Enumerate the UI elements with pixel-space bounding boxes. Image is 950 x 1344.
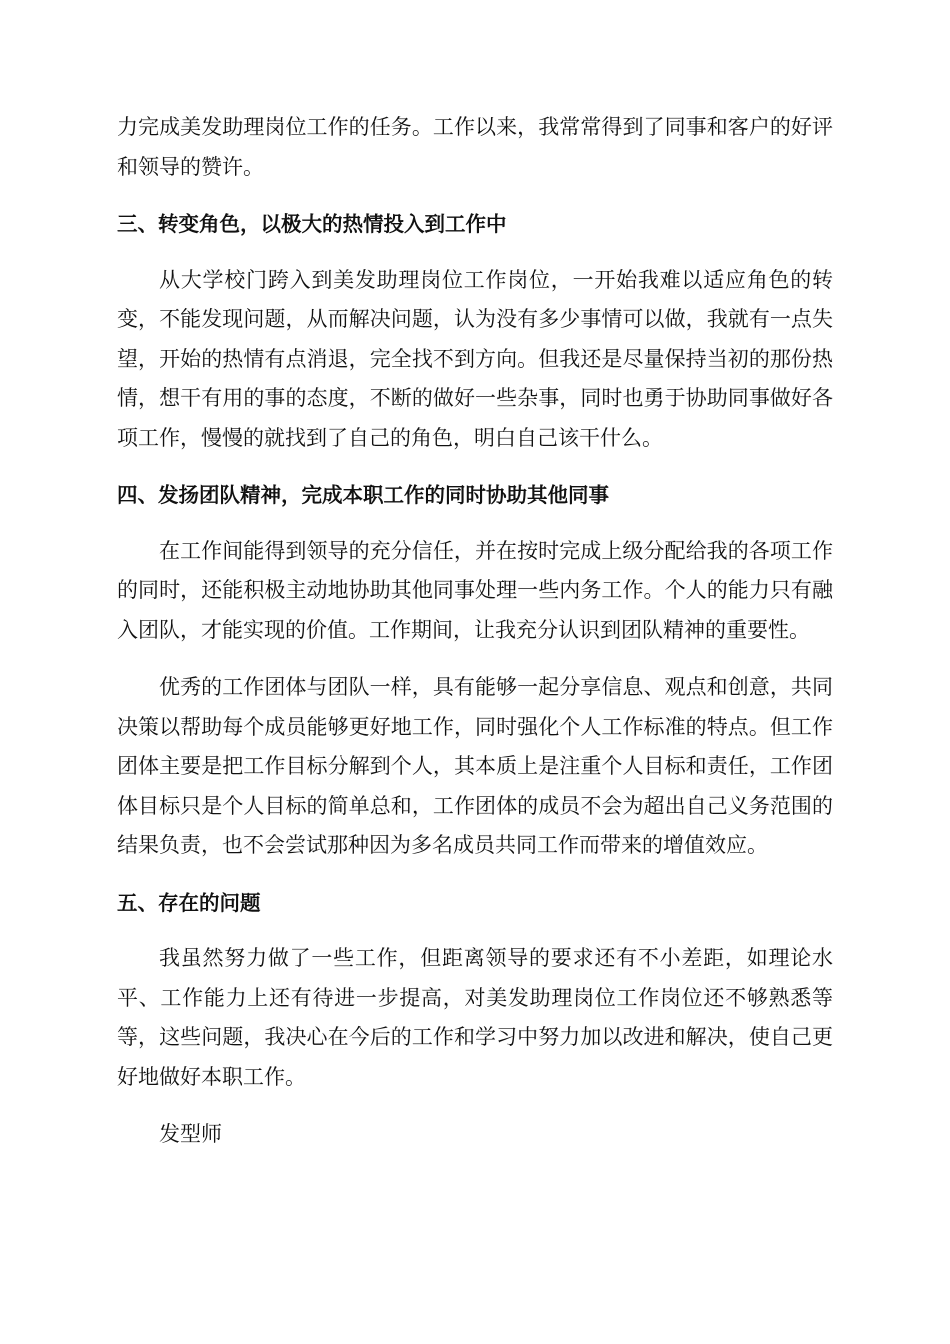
signature: 发型师 xyxy=(159,1122,222,1146)
section-5-paragraph: 我虽然努力做了一些工作，但距离领导的要求还有不小差距，如理论水平、工作能力上还有待进一步提高，对美发助理岗位工作岗位还不够熟悉等等，这些问题，我决心在今后的工作和学习中努力加以改进和解决，使自己更好地做好本职工作。 xyxy=(117,946,833,1089)
section-4-paragraph-2: 优秀的工作团体与团队一样，具有能够一起分享信息、观点和创意，共同决策以帮助每个成员能够更好地工作，同时强化个人工作标准的特点。但工作团体主要是把工作目标分解到个人，其本质上是注重个人目标和责任，工作团体目标只是个人目标的简单总和，工作团体的成员不会为超出自己义务范围的结果负责，也不会尝试那种因为多名成员共同工作而带来的增值效应。 xyxy=(117,675,833,857)
section-3-heading: 三、转变角色，以极大的热情投入到工作中 xyxy=(117,212,507,236)
section-3-paragraph: 从大学校门跨入到美发助理岗位工作岗位，一开始我难以适应角色的转变，不能发现问题，从而解决问题，认为没有多少事情可以做，我就有一点失望，开始的热情有点消退，完全找不到方向。但我还是尽量保持当初的那份热情，想干有用的事的态度，不断的做好一些杂事，同时也勇于协助同事做好各项工作，慢慢的就找到了自己的角色，明白自己该干什么。 xyxy=(117,267,833,450)
section-5-heading: 五、存在的问题 xyxy=(117,890,261,915)
section-4-heading: 四、发扬团队精神，完成本职工作的同时协助其他同事 xyxy=(117,483,609,507)
section-4-paragraph-1: 在工作间能得到领导的充分信任，并在按时完成上级分配给我的各项工作的同时，还能积极主动地协助其他同事处理一些内务工作。个人的能力只有融入团队，才能实现的价值。工作期间，让我充分认识到团队精神的重要性。 xyxy=(117,538,833,642)
intro-continuation-paragraph: 力完成美发助理岗位工作的任务。工作以来，我常常得到了同事和客户的好评和领导的赞许。 xyxy=(117,115,833,179)
document-page xyxy=(117,108,833,1155)
